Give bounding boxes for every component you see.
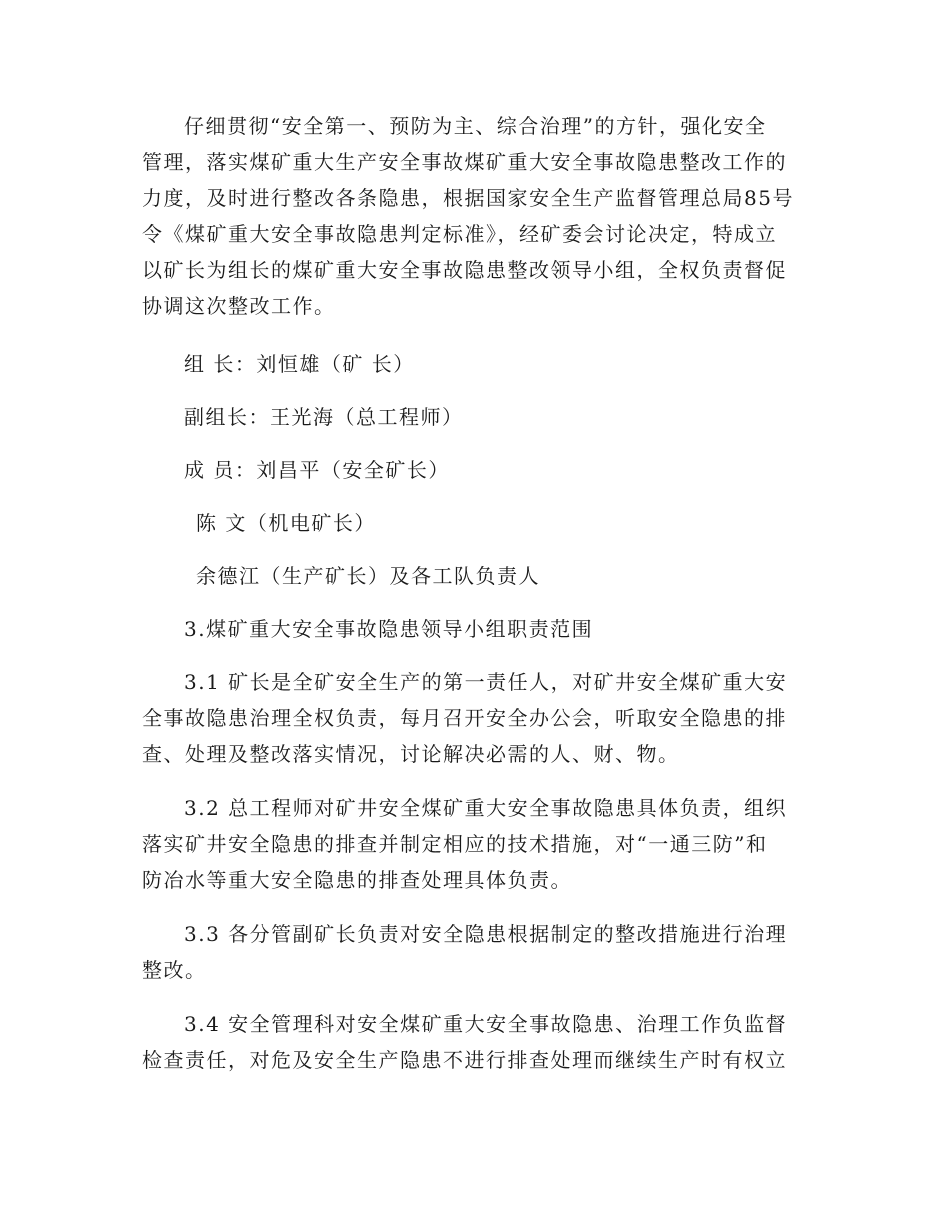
text-line: 3.3 各分管副矿长负责对安全隐患根据制定的整改措施进行治理 <box>184 922 788 946</box>
clause-3-4 <box>142 1006 802 1078</box>
member-line: 余德江（生产矿长）及各工队负责人 <box>196 564 540 588</box>
leader-line: 组 长：刘恒雄（矿 长） <box>184 352 415 376</box>
deputy-leader-line: 副组长：王光海（总工程师） <box>184 405 464 429</box>
text-line: 检查责任，对危及安全生产隐患不进行排查处理而继续生产时有权立 <box>142 1048 787 1072</box>
text-line: 令《煤矿重大安全事故隐患判定标准》，经矿委会讨论决定，特成立 <box>142 222 777 246</box>
text-line: 防冶水等重大安全隐患的排查处理具体负责。 <box>142 868 572 892</box>
member-line: 陈 文（机电矿长） <box>196 511 376 535</box>
clause-3-2 <box>142 790 802 898</box>
text-line: 3.1 矿长是全矿安全生产的第一责任人，对矿井安全煤矿重大安 <box>184 670 788 694</box>
member-line: 成 员：刘昌平（安全矿长） <box>184 458 450 482</box>
text-line: 协调这次整改工作。 <box>142 294 336 318</box>
text-line: 全事故隐患治理全权负责，每月召开安全办公会，听取安全隐患的排 <box>142 706 787 730</box>
clause-3-3 <box>142 916 802 988</box>
text-line: 3.4 安全管理科对安全煤矿重大安全事故隐患、治理工作负监督 <box>184 1012 788 1036</box>
text-line: 整改。 <box>142 958 207 982</box>
text-line: 3.2 总工程师对矿井安全煤矿重大安全事故隐患具体负责，组织 <box>184 796 788 820</box>
text-line: 仔细贯彻“安全第一、预防为主、综合治理”的方针，强化安全 <box>184 114 767 138</box>
text-line: 力度，及时进行整改各条隐患，根据国家安全生产监督管理总局85号 <box>142 186 794 210</box>
section-heading: 3.煤矿重大安全事故隐患领导小组职责范围 <box>184 617 594 641</box>
text-line: 以矿长为组长的煤矿重大安全事故隐患整改领导小组，全权负责督促 <box>142 258 787 282</box>
text-line: 查、处理及整改落实情况，讨论解决必需的人、财、物。 <box>142 742 680 766</box>
text-line: 管理，落实煤矿重大生产安全事故煤矿重大安全事故隐患整改工作的 <box>142 150 787 174</box>
intro-paragraph <box>142 108 802 324</box>
clause-3-1 <box>142 664 802 772</box>
text-line: 落实矿井安全隐患的排查并制定相应的技术措施，对“一通三防”和 <box>142 832 768 856</box>
